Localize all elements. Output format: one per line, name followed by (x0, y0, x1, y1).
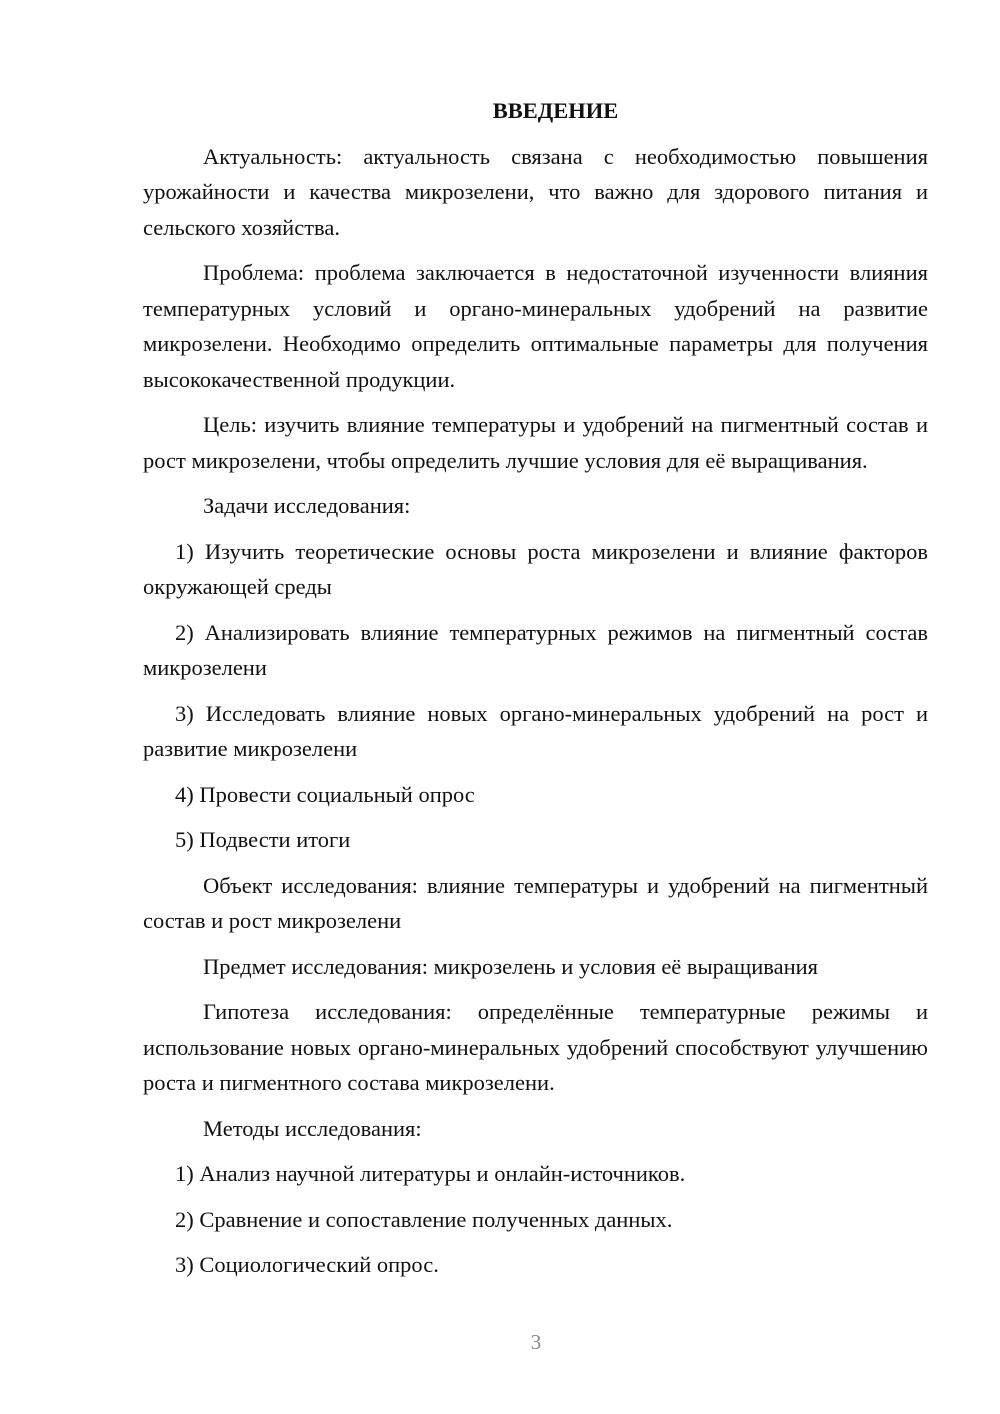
task-item-3: 3) Исследовать влияние новых органо-минеральных удобрений на рост и развитие микрозелени (143, 700, 928, 761)
task-item-1: 1) Изучить теоретические основы роста микрозелени и влияние факторов окружающей среды (143, 538, 928, 599)
paragraph-goal: Цель: изучить влияние температуры и удобрений на пигментный состав и рост микрозелени, чтобы определить лучшие условия для её выращивания. (143, 412, 928, 473)
paragraph-problem: Проблема: проблема заключается в недостаточной изученности влияния температурных условий и органо-минеральных удобрений на развитие микрозелени. Необходимо определить оптимальные параметры для получения высококачественной продукции. (143, 260, 928, 392)
document-body (143, 93, 928, 1293)
paragraph-hypothesis: Гипотеза исследования: определённые температурные режимы и использование новых органо-минеральных удобрений способствуют улучшению роста и пигментного состава микрозелени. (143, 999, 928, 1095)
task-item-4: 4) Провести социальный опрос (175, 781, 475, 807)
method-item-1: 1) Анализ научной литературы и онлайн-источников. (175, 1161, 686, 1186)
paragraph-subject: Предмет исследования: микрозелень и условия её выращивания (203, 953, 819, 979)
method-item-2: 2) Сравнение и сопоставление полученных данных. (175, 1206, 673, 1232)
task-item-2: 2) Анализировать влияние температурных режимов на пигментный состав микрозелени (143, 619, 928, 680)
methods-title: Методы исследования: (203, 1115, 422, 1141)
task-item-5: 5) Подвести итоги (175, 827, 351, 852)
paragraph-object: Объект исследования: влияние температуры и удобрений на пигментный состав и рост микрозелени (143, 872, 928, 933)
page-title: ВВЕДЕНИЕ (492, 98, 619, 123)
method-item-3: 3) Социологический опрос. (175, 1252, 439, 1277)
paragraph-relevance: Актуальность: актуальность связана с необходимостью повышения урожайности и качества микрозелени, что важно для здорового питания и сельского хозяйства. (143, 143, 928, 240)
page-number: 3 (530, 1330, 542, 1354)
tasks-title: Задачи исследования: (203, 493, 411, 518)
